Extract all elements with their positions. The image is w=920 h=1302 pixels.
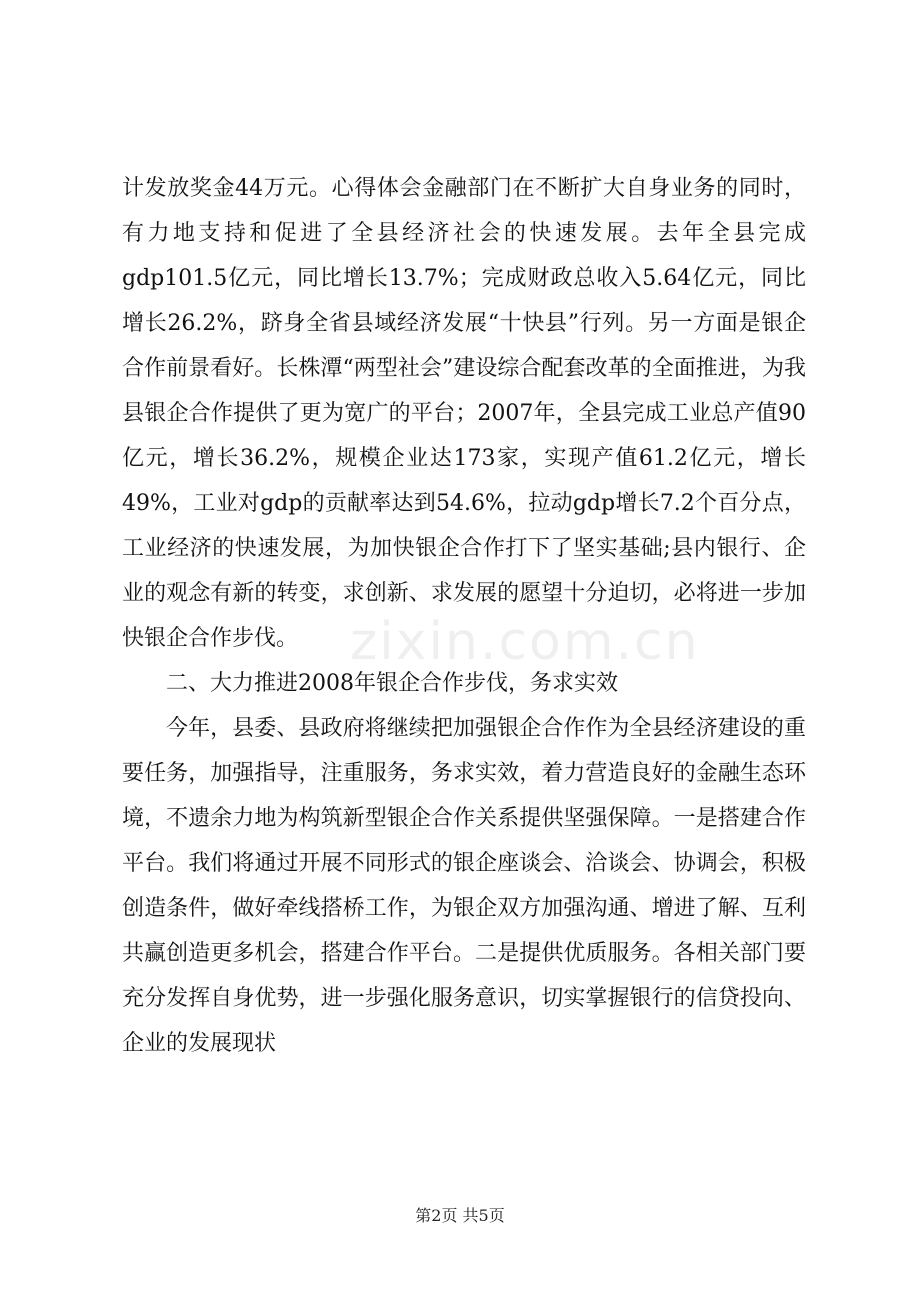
paragraph-continuation: 计发放奖金44万元。心得体会金融部门在不断扩大自身业务的同时，有力地支持和促进了全县经济社会的快速发展。去年全县完成gdp101.5亿元，同比增长13.7%；完成财政总收入5.64亿元，同比增长26.2%，跻身全省县域经济发展“十快县”行列。另一方面是银企合作前景看好。长株潭“两型社会”建设综合配套改革的全面推进，为我县银企合作提供了更为宽广的平台；2007年，全县完成工业总产值90亿元，增长36.2%，规模企业达173家，实现产值61.2亿元，增长49%，工业对gdp的贡献率达到54.6%，拉动gdp增长7.2个百分点，工业经济的快速发展，为加快银企合作打下了坚实基础;县内银行、企业的观念有新的转变，求创新、求发展的愿望十分迫切，必将进一步加快银企合作步伐。 (122, 176, 806, 651)
paragraph-body: 今年，县委、县政府将继续把加强银企合作作为全县经济建设的重要任务，加强指导，注重服务，务求实效，着力营造良好的金融生态环境，不遗余力地为构筑新型银企合作关系提供坚强保障。一是搭建合作平台。我们将通过开展不同形式的银企座谈会、洽谈会、协调会，积极创造条件，做好牵线搭桥工作，为银企双方加强沟通、增进了解、互利共赢创造更多机会，搭建合作平台。二是提供优质服务。各相关部门要充分发挥自身优势，进一步强化服务意识，切实掌握银行的信贷投向、企业的发展现状 (122, 716, 806, 1056)
document-body (122, 166, 806, 1066)
section-heading: 二、大力推进2008年银企合作步伐，务求实效 (166, 671, 618, 696)
watermark: zixin.com.cn (350, 612, 700, 672)
page-footer: 第2页 共5页 (415, 1206, 505, 1225)
